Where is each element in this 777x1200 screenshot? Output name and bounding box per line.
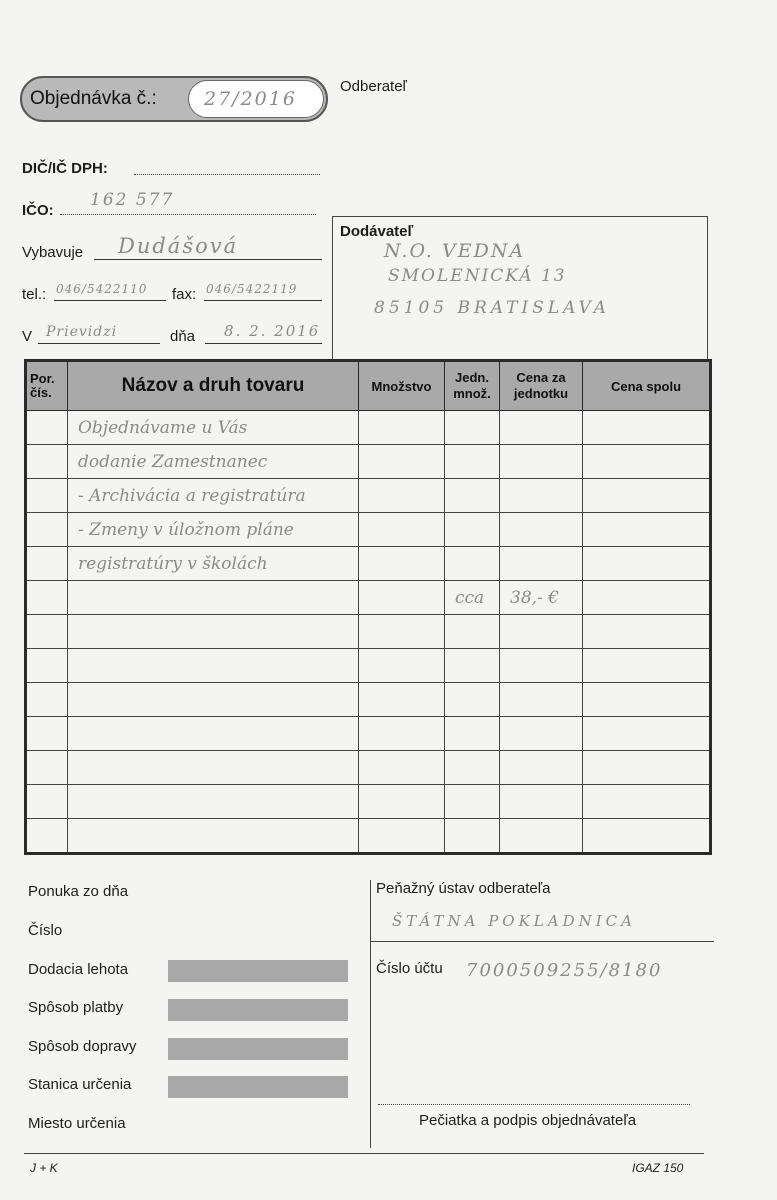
place-field[interactable] bbox=[38, 343, 160, 344]
table-row bbox=[26, 445, 711, 479]
total-price-cell[interactable] bbox=[583, 649, 711, 683]
ico-field[interactable] bbox=[60, 214, 316, 215]
unit-price-cell[interactable] bbox=[500, 819, 583, 854]
item-name-cell[interactable]: registratúry v školách bbox=[68, 547, 359, 581]
table-row bbox=[26, 411, 711, 445]
table-row bbox=[26, 751, 711, 785]
transport-method-label: Spôsob dopravy bbox=[28, 1038, 137, 1055]
row-number-cell[interactable] bbox=[26, 581, 68, 615]
unit-cell[interactable] bbox=[445, 819, 500, 854]
handled-by-value: Dudášová bbox=[118, 234, 239, 258]
account-number-label: Číslo účtu bbox=[376, 960, 443, 977]
quantity-cell[interactable] bbox=[359, 581, 445, 615]
footer-form-code: IGAZ 150 bbox=[632, 1161, 684, 1175]
fax-field[interactable] bbox=[204, 300, 322, 301]
total-price-cell[interactable] bbox=[583, 683, 711, 717]
unit-cell[interactable]: cca bbox=[445, 581, 500, 615]
bottom-divider bbox=[370, 880, 371, 1148]
table-row bbox=[26, 683, 711, 717]
unit-price-cell[interactable] bbox=[500, 445, 583, 479]
table-row bbox=[26, 615, 711, 649]
handled-by-field[interactable] bbox=[94, 259, 322, 260]
quantity-cell[interactable] bbox=[359, 819, 445, 854]
ico-label: IČO: bbox=[22, 202, 54, 219]
col-header-item-name: Názov a druh tovaru bbox=[68, 361, 359, 411]
table-row bbox=[26, 513, 711, 547]
footer-left-code: J + K bbox=[30, 1161, 58, 1175]
payment-method-field[interactable] bbox=[168, 999, 348, 1021]
supplier-line-1: N.O. VEDNA bbox=[384, 240, 526, 262]
row-number-cell[interactable] bbox=[26, 411, 68, 445]
footer-line bbox=[24, 1153, 704, 1154]
unit-price-cell[interactable] bbox=[500, 411, 583, 445]
tel-label: tel.: bbox=[22, 286, 47, 303]
item-name-cell[interactable] bbox=[68, 683, 359, 717]
unit-price-cell[interactable] bbox=[500, 615, 583, 649]
supplier-label: Dodávateľ bbox=[340, 223, 414, 240]
table-row bbox=[26, 479, 711, 513]
unit-price-cell[interactable] bbox=[500, 683, 583, 717]
unit-price-cell[interactable] bbox=[500, 513, 583, 547]
total-price-cell[interactable] bbox=[583, 751, 711, 785]
table-header-row bbox=[26, 361, 711, 411]
item-name-cell[interactable]: - Archivácia a registratúra bbox=[68, 479, 359, 513]
unit-cell[interactable] bbox=[445, 479, 500, 513]
row-number-cell[interactable] bbox=[26, 513, 68, 547]
unit-cell[interactable] bbox=[445, 717, 500, 751]
total-price-cell[interactable] bbox=[583, 479, 711, 513]
total-price-cell[interactable] bbox=[583, 581, 711, 615]
row-number-cell[interactable] bbox=[26, 717, 68, 751]
total-price-cell[interactable] bbox=[583, 615, 711, 649]
table-row bbox=[26, 717, 711, 751]
total-price-cell[interactable] bbox=[583, 411, 711, 445]
dic-label: DIČ/IČ DPH: bbox=[22, 160, 108, 177]
row-number-cell[interactable] bbox=[26, 649, 68, 683]
unit-price-cell[interactable] bbox=[500, 751, 583, 785]
col-header-total: Cena spolu bbox=[583, 361, 711, 411]
unit-price-cell[interactable] bbox=[500, 479, 583, 513]
signature-line[interactable] bbox=[378, 1104, 690, 1105]
stamp-signature-label: Pečiatka a podpis objednávateľa bbox=[419, 1112, 637, 1129]
row-number-cell[interactable] bbox=[26, 445, 68, 479]
quantity-cell[interactable] bbox=[359, 615, 445, 649]
row-number-cell[interactable] bbox=[26, 615, 68, 649]
quantity-cell[interactable] bbox=[359, 479, 445, 513]
bank-underline bbox=[370, 941, 714, 942]
item-name-cell[interactable]: dodanie Zamestnanec bbox=[68, 445, 359, 479]
table-row bbox=[26, 819, 711, 854]
row-number-cell[interactable] bbox=[26, 751, 68, 785]
date-value: 8. 2. 2016 bbox=[224, 322, 321, 340]
item-name-cell[interactable] bbox=[68, 649, 359, 683]
total-price-cell[interactable] bbox=[583, 717, 711, 751]
item-name-cell[interactable] bbox=[68, 751, 359, 785]
quantity-cell[interactable] bbox=[359, 513, 445, 547]
unit-price-cell[interactable]: 38,- € bbox=[500, 581, 583, 615]
unit-cell[interactable] bbox=[445, 411, 500, 445]
table-row bbox=[26, 649, 711, 683]
quantity-cell[interactable] bbox=[359, 649, 445, 683]
unit-cell[interactable] bbox=[445, 615, 500, 649]
date-label: dňa bbox=[170, 328, 196, 345]
bank-value: ŠTÁTNA POKLADNICA bbox=[392, 912, 636, 930]
total-price-cell[interactable] bbox=[583, 513, 711, 547]
col-header-unit-price: Cena za jednotku bbox=[500, 361, 583, 411]
items-table bbox=[24, 359, 712, 855]
quantity-cell[interactable] bbox=[359, 411, 445, 445]
unit-cell[interactable] bbox=[445, 785, 500, 819]
place-label: V bbox=[22, 328, 33, 345]
unit-cell[interactable] bbox=[445, 445, 500, 479]
quantity-cell[interactable] bbox=[359, 445, 445, 479]
unit-cell[interactable] bbox=[445, 649, 500, 683]
transport-method-field[interactable] bbox=[168, 1038, 348, 1060]
unit-cell[interactable] bbox=[445, 513, 500, 547]
row-number-cell[interactable] bbox=[26, 683, 68, 717]
supplier-line-3: 85105 BRATISLAVA bbox=[374, 298, 610, 318]
ico-value: 162 577 bbox=[90, 190, 175, 210]
delivery-time-label: Dodacia lehota bbox=[28, 961, 129, 978]
unit-price-cell[interactable] bbox=[500, 649, 583, 683]
delivery-time-field[interactable] bbox=[168, 960, 348, 982]
quantity-cell[interactable] bbox=[359, 683, 445, 717]
unit-price-cell[interactable] bbox=[500, 717, 583, 751]
destination-station-label: Stanica určenia bbox=[28, 1076, 132, 1093]
item-name-cell[interactable] bbox=[68, 785, 359, 819]
fax-label: fax: bbox=[172, 286, 197, 303]
total-price-cell[interactable] bbox=[583, 547, 711, 581]
customer-label: Odberateľ bbox=[340, 78, 407, 95]
place-value: Prievidzi bbox=[46, 324, 118, 340]
supplier-line-2: SMOLENICKÁ 13 bbox=[388, 266, 567, 286]
row-number-cell[interactable] bbox=[26, 479, 68, 513]
item-name-cell[interactable] bbox=[68, 615, 359, 649]
quantity-cell[interactable] bbox=[359, 785, 445, 819]
total-price-cell[interactable] bbox=[583, 785, 711, 819]
quantity-cell[interactable] bbox=[359, 717, 445, 751]
table-row bbox=[26, 581, 711, 615]
item-name-cell[interactable] bbox=[68, 717, 359, 751]
unit-cell[interactable] bbox=[445, 547, 500, 581]
order-label: Objednávka č.: bbox=[30, 88, 157, 109]
account-number-value: 7000509255/8180 bbox=[466, 960, 663, 981]
quantity-cell[interactable] bbox=[359, 547, 445, 581]
col-header-quantity: Množstvo bbox=[359, 361, 445, 411]
unit-price-cell[interactable] bbox=[500, 547, 583, 581]
quantity-cell[interactable] bbox=[359, 751, 445, 785]
offer-date-label: Ponuka zo dňa bbox=[28, 883, 129, 900]
row-number-cell[interactable] bbox=[26, 785, 68, 819]
table-row bbox=[26, 547, 711, 581]
unit-cell[interactable] bbox=[445, 683, 500, 717]
total-price-cell[interactable] bbox=[583, 819, 711, 854]
unit-cell[interactable] bbox=[445, 751, 500, 785]
number-label: Číslo bbox=[28, 922, 63, 939]
item-name-cell[interactable]: - Zmeny v úložnom pláne bbox=[68, 513, 359, 547]
destination-station-field[interactable] bbox=[168, 1076, 348, 1098]
tel-field[interactable] bbox=[54, 300, 166, 301]
col-header-number: Por. čís. bbox=[26, 361, 68, 411]
order-number-value: 27/2016 bbox=[204, 88, 297, 110]
dic-field[interactable] bbox=[134, 174, 320, 175]
col-header-unit: Jedn. množ. bbox=[445, 361, 500, 411]
item-name-cell[interactable] bbox=[68, 819, 359, 854]
fax-value: 046/5422119 bbox=[206, 282, 298, 296]
row-number-cell[interactable] bbox=[26, 819, 68, 854]
item-name-cell[interactable]: Objednávame u Vás bbox=[68, 411, 359, 445]
table-row bbox=[26, 785, 711, 819]
unit-price-cell[interactable] bbox=[500, 785, 583, 819]
date-field[interactable] bbox=[205, 343, 322, 344]
destination-place-label: Miesto určenia bbox=[28, 1115, 126, 1132]
item-name-cell[interactable] bbox=[68, 581, 359, 615]
row-number-cell[interactable] bbox=[26, 547, 68, 581]
handled-by-label: Vybavuje bbox=[22, 244, 84, 261]
tel-value: 046/5422110 bbox=[56, 282, 148, 296]
total-price-cell[interactable] bbox=[583, 445, 711, 479]
bank-label: Peňažný ústav odberateľa bbox=[376, 880, 551, 897]
payment-method-label: Spôsob platby bbox=[28, 999, 124, 1016]
